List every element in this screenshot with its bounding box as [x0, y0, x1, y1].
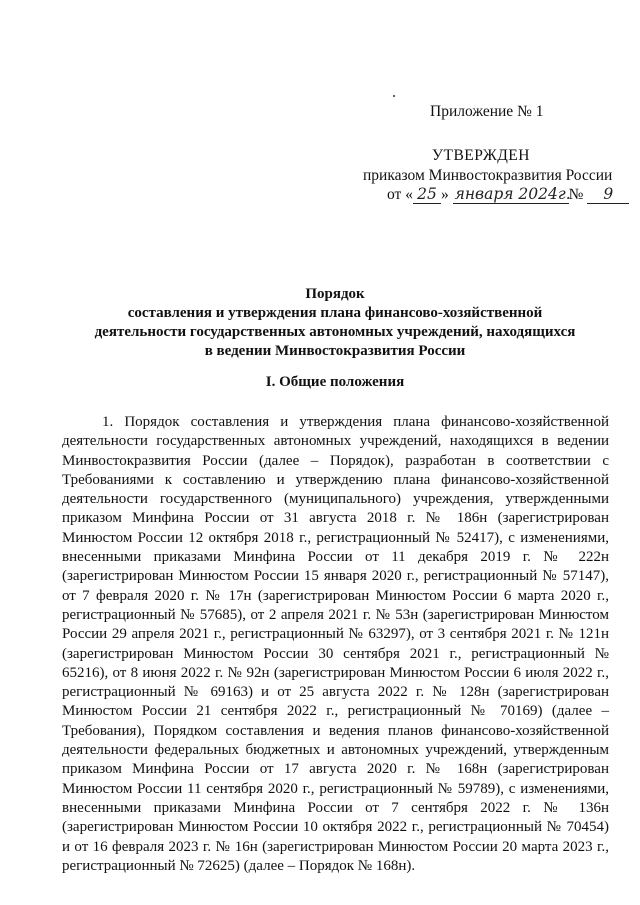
section-heading: I. Общие положения	[265, 374, 405, 390]
date-closing-quote: »	[440, 186, 449, 203]
approved-by-order: приказом Минвостокразвития России	[363, 167, 613, 184]
title-line-3: деятельности государственных автономных учреждений, находящихся	[94, 324, 576, 340]
paragraph-1: 1. Порядок составления и утверждения плана финансово-хозяйственной деятельности государственных автономных учреждений, находящихся в ведении Минвостокразвития России (далее – Порядок), разработан в соответствии с Требованиями к составлению и утверждению плана финансово-хозяйственной деятельности государственного (муниципального) учреждения, утвержденными приказом Минфина России от 31 августа 2018 г. № 186н (зарегистрирован Минюстом России 12 октября 2018 г., регистрационный № 52417), с изменениями, внесенными приказами Минфина России от 11 декабря 2019 г. № 222н (зарегистрирован Минюстом России 15 января 2020 г., регистрационный № 57147), от 7 февраля 2020 г. № 17н (зарегистрирован Минюстом России 6 марта 2020 г., регистрационный № 57685), от 2 апреля 2021 г. № 53н (зарегистрирован Минюстом России 29 апреля 2021 г., регистрационный № 63297), от 3 сентября 2021 г. № 121н (зарегистрирован Минюстом России 30 сентября 2021 г., регистрационный № 65216), от 8 июня 2022 г. № 92н (зарегистрирован Минюстом России 6 июля 2022 г., регистрационный № 69163) и от 25 августа 2022 г. № 128н (зарегистрирован Минюстом России 21 сентября 2022 г., регистрационный № 70169) (далее – Требования), Порядком составления и ведения планов финансово-хозяйственной деятельности федеральных бюджетных и автономных учреждений, утвержденным приказом Минфина России от 17 августа 2020 г. № 168н (зарегистрирован Минюстом России 11 сентября 2020 г., регистрационный № 59789), с изменениями, внесенными приказами Минфина России от 7 сентября 2022 г. № 136н (зарегистрирован Минюстом России 10 октября 2022 г., регистрационный № 70454) и от 16 февраля 2023 г. № 16н (зарегистрирован Минюстом России 20 марта 2023 г., регистрационный № 72625) (далее – Порядок № 168н).	[62, 414, 609, 874]
date-prefix: от «	[387, 186, 413, 203]
approved-stamp-text: УТВЕРЖДЕН	[432, 147, 530, 164]
order-date-line	[387, 186, 629, 204]
scan-speck	[393, 95, 395, 97]
handwritten-order-number: 9	[587, 186, 629, 204]
title-line-4: в ведении Минвостокразвития России	[204, 343, 466, 359]
title-line-2: составления и утверждения плана финансово-хозяйственной	[127, 305, 543, 321]
document-title	[60, 285, 610, 361]
number-sign: №	[568, 186, 584, 203]
title-line-1: Порядок	[305, 286, 365, 302]
handwritten-month-year: января 2024г.	[454, 185, 571, 203]
handwritten-day: 25	[413, 186, 441, 204]
appendix-label: Приложение № 1	[430, 103, 544, 120]
